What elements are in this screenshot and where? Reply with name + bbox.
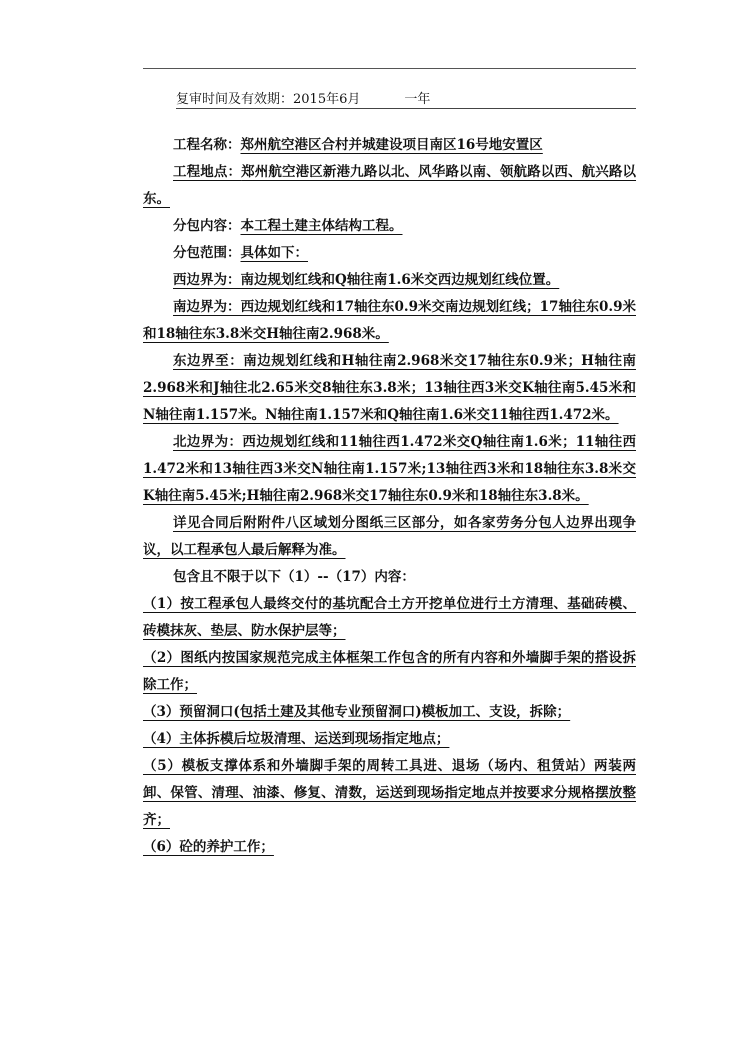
list-item: （6）砼的养护工作； <box>143 839 274 855</box>
document-body <box>143 132 636 861</box>
project-location-value: 郑州航空港区新港九路以北、风华路以南、领航路以西、航兴路以东。 <box>143 164 637 207</box>
list-item: （1）按工程承包人最终交付的基坑配合土方开挖单位进行土方清理、基础砖模、砖模抹灰、垫层、防水保护层等； <box>143 596 636 639</box>
boundary-west: 西边界为：南边规划红线和Q轴往南1.6米交西边规划红线位置。 <box>173 272 560 288</box>
review-line <box>176 88 636 109</box>
dispute-note: 详见合同后附附件八区域划分图纸三区部分，如各家劳务分包人边界出现争议，以工程承包人最后解释为准。 <box>143 515 636 558</box>
list-item: （3）预留洞口(包括土建及其他专业预留洞口)模板加工、支设，拆除； <box>143 704 571 720</box>
list-item: （5）模板支撑体系和外墙脚手架的周转工具进、退场（场内、租赁站）两装两卸、保管、清理、油漆、修复、清数，运送到现场指定地点并按要求分规格摆放整齐； <box>143 758 636 828</box>
project-location: 工程地点：郑州航空港区新港九路以北、风华路以南、领航路以西、航兴路以东。 <box>143 164 637 207</box>
review-period: 一年 <box>404 92 431 107</box>
review-label: 复审时间及有效期： <box>176 92 294 107</box>
boundary-east: 东边界至：南边规划红线和H轴往南2.968米交17轴往东0.9米；H轴往南2.968米和J轴往北2.65米交8轴往东3.8米；13轴往西3米交K轴往南5.45米和N轴往南1.157米。N轴往南1.157米和Q轴往南1.6米交11轴往西1.472米。 <box>143 353 636 423</box>
boundary-north: 北边界为：西边规划红线和11轴往西1.472米交Q轴往南1.6米；11轴往西1.472米和13轴往西3米交N轴往南1.157米;13轴往西3米和18轴往东3.8米交K轴往南5.45米;H轴往南2.968米交17轴往东0.9米和18轴往东3.8米。 <box>143 434 636 504</box>
boundary-south: 南边界为：西边规划红线和17轴往东0.9米交南边规划红线；17轴往东0.9米和18轴往东3.8米交H轴往南2.968米。 <box>143 299 636 342</box>
subcontract-scope: 分包范围：具体如下： <box>173 245 308 261</box>
list-item: （2）图纸内按国家规范完成主体框架工作包含的所有内容和外墙脚手架的搭设拆除工作； <box>143 650 636 693</box>
project-name-value: 郑州航空港区合村并城建设项目南区16号地安置区 <box>240 137 543 153</box>
subcontract-content: 分包内容：本工程土建主体结构工程。 <box>173 218 403 234</box>
header-rule <box>143 68 636 69</box>
list-item: （4）主体拆模后垃圾清理、运送到现场指定地点； <box>143 731 450 747</box>
includes-heading: 包含且不限于以下（1）--（17）内容： <box>173 569 415 585</box>
subcontract-scope-value: 具体如下： <box>240 245 308 261</box>
project-name: 工程名称：郑州航空港区合村并城建设项目南区16号地安置区 <box>173 137 543 153</box>
subcontract-content-value: 本工程土建主体结构工程。 <box>240 218 403 234</box>
review-date: 2015年6月 <box>293 92 361 107</box>
